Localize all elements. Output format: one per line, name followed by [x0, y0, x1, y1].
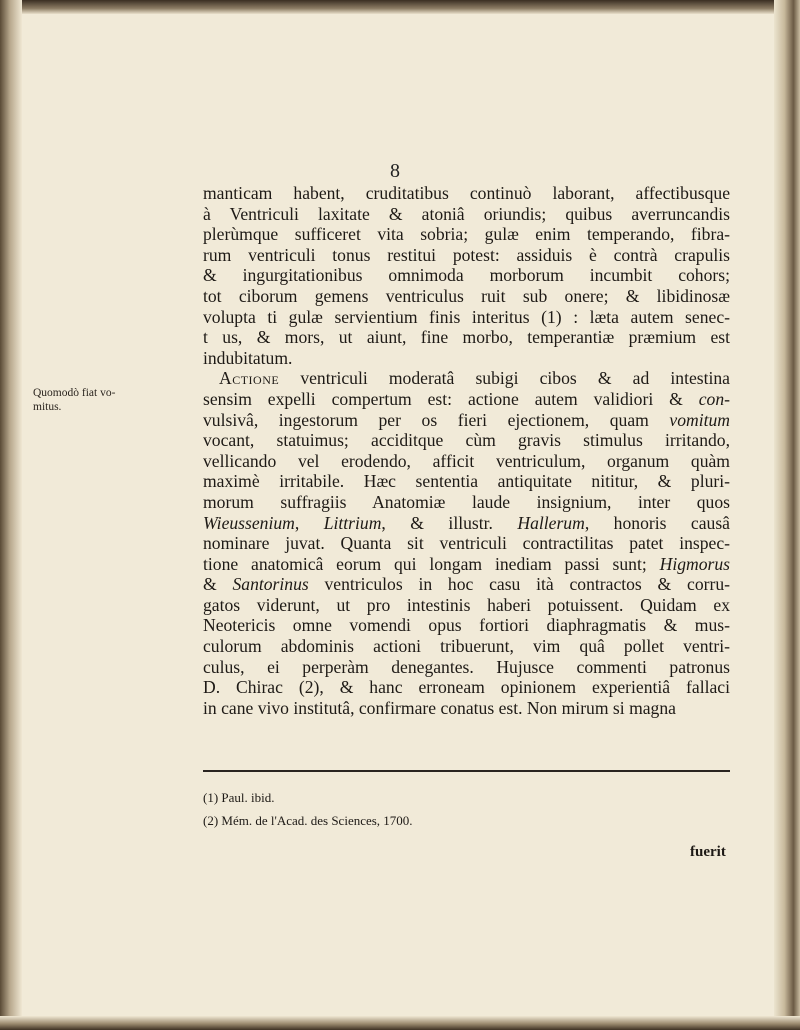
- footnote: (2) Mém. de l'Acad. des Sciences, 1700.: [203, 813, 413, 828]
- footnote: (1) Paul. ibid.: [203, 790, 275, 805]
- text-line: [203, 410, 730, 431]
- margin-note: [33, 386, 153, 414]
- text-line: [203, 430, 730, 451]
- text-run: gatos viderunt, ut pro intestinis haberi potuissent. Quidam ex: [203, 594, 730, 615]
- text-line: [203, 595, 730, 616]
- text-line: [203, 554, 730, 575]
- text-line: [203, 677, 730, 698]
- text-run: nominare juvat. Quanta sit ventriculi contractilitas patet inspec-: [203, 533, 730, 554]
- text-run: , honoris causâ: [584, 512, 730, 533]
- text-run: ventriculi moderatâ subigi cibos & ad intestina: [279, 368, 730, 389]
- page-number: 8: [390, 160, 400, 182]
- text-run: culus, ei perperàm denegantes. Hujusce commenti patronus: [203, 656, 730, 677]
- body-text: [203, 183, 730, 718]
- text-line: [203, 286, 730, 307]
- text-line: [203, 224, 730, 245]
- text-line: [203, 492, 730, 513]
- text-run: plerùmque sufficeret vita sobria; gulæ enim temperando, fibra-: [203, 224, 730, 245]
- text-line: [203, 307, 730, 328]
- italic-name: Santorinus: [232, 574, 309, 595]
- text-run: maximè irritabile. Hæc sententia antiquitate nititur, & pluri-: [203, 471, 730, 492]
- italic-name: Littrium: [323, 512, 382, 533]
- text-run: & ingurgitationibus omnimoda morborum incumbit cohors;: [203, 265, 730, 286]
- text-run: tione anatomicâ eorum qui longam inediam passi sunt;: [203, 553, 660, 574]
- text-line: [203, 615, 730, 636]
- binding-left-edge: [0, 0, 22, 1030]
- footnotes: [203, 786, 730, 832]
- text-line: [203, 657, 730, 678]
- text-run: , & illustr.: [381, 512, 518, 533]
- catchword: fuerit: [690, 844, 726, 860]
- text-line: [203, 183, 730, 204]
- footnote-rule: [203, 770, 730, 772]
- text-line: [203, 327, 730, 348]
- text-run: à Ventriculi laxitate & atoniâ oriundis; quibus averruncandis: [203, 203, 730, 224]
- text-run: tot ciborum gemens ventriculus ruit sub onere; & libidinosæ: [203, 285, 730, 306]
- text-run: vocant, statuimus; acciditque cùm gravis stimulus irritando,: [203, 430, 730, 451]
- italic-name: Hallerum: [517, 512, 585, 533]
- text-run: t us, & mors, ut aiunt, fine morbo, temperantiæ præmium est: [203, 327, 730, 348]
- text-run: indubitatum.: [203, 347, 293, 368]
- text-line: [203, 513, 730, 534]
- text-line: [203, 636, 730, 657]
- text-line: [203, 265, 730, 286]
- italic-name: Wieussenium: [203, 512, 295, 533]
- text-line: [203, 368, 730, 389]
- text-run: ,: [294, 512, 324, 533]
- text-run: D. Chirac (2), & hanc erroneam opinionem experientiâ fallaci: [203, 677, 730, 698]
- text-run: in cane vivo institutâ, confirmare conatus est. Non mirum si magna: [203, 697, 676, 718]
- text-line: [203, 471, 730, 492]
- text-line: [203, 204, 730, 225]
- text-line: [203, 533, 730, 554]
- text-line: [203, 348, 730, 369]
- text-run: manticam habent, cruditatibus continuò laborant, affectibusque: [203, 183, 730, 203]
- text-line: [203, 698, 730, 719]
- text-line: [203, 451, 730, 472]
- italic-word: vomitum: [669, 409, 730, 430]
- text-run: volupta ti gulæ servientium finis interitus (1) : læta autem senec-: [203, 306, 730, 327]
- text-line: [203, 245, 730, 266]
- text-run: sensim expelli compertum est: actione autem validiori &: [203, 388, 699, 409]
- text-run: Neotericis omne vomendi opus fortiori diaphragmatis & mus-: [203, 615, 730, 636]
- page-bottom-edge: [0, 1016, 800, 1030]
- page-right-edge: [774, 0, 800, 1030]
- italic-word: con-: [698, 388, 730, 409]
- margin-note-line: Quomodò fiat vo-: [33, 387, 116, 399]
- text-run: morum suffragiis Anatomiæ laude insignium, inter quos: [203, 491, 730, 512]
- margin-note-line: mitus.: [33, 401, 62, 413]
- text-line: [203, 574, 730, 595]
- text-run: vulsivâ, ingestorum per os fieri ejectionem, quam: [203, 409, 670, 430]
- page-top-edge: [0, 0, 800, 14]
- small-caps-word: Actione: [219, 368, 280, 389]
- text-run: culorum abdominis actioni tribuerunt, vim quâ pollet ventri-: [203, 636, 730, 657]
- text-run: &: [203, 574, 233, 595]
- italic-word: Higmorus: [659, 553, 730, 574]
- text-run: ventriculos in hoc casu ità contractos & corru-: [308, 574, 730, 595]
- text-run: rum ventriculi tonus restitui potest: assiduis è contrà crapulis: [203, 244, 730, 265]
- text-line: [203, 389, 730, 410]
- text-run: vellicando vel erodendo, afficit ventriculum, organum quàm: [203, 450, 730, 471]
